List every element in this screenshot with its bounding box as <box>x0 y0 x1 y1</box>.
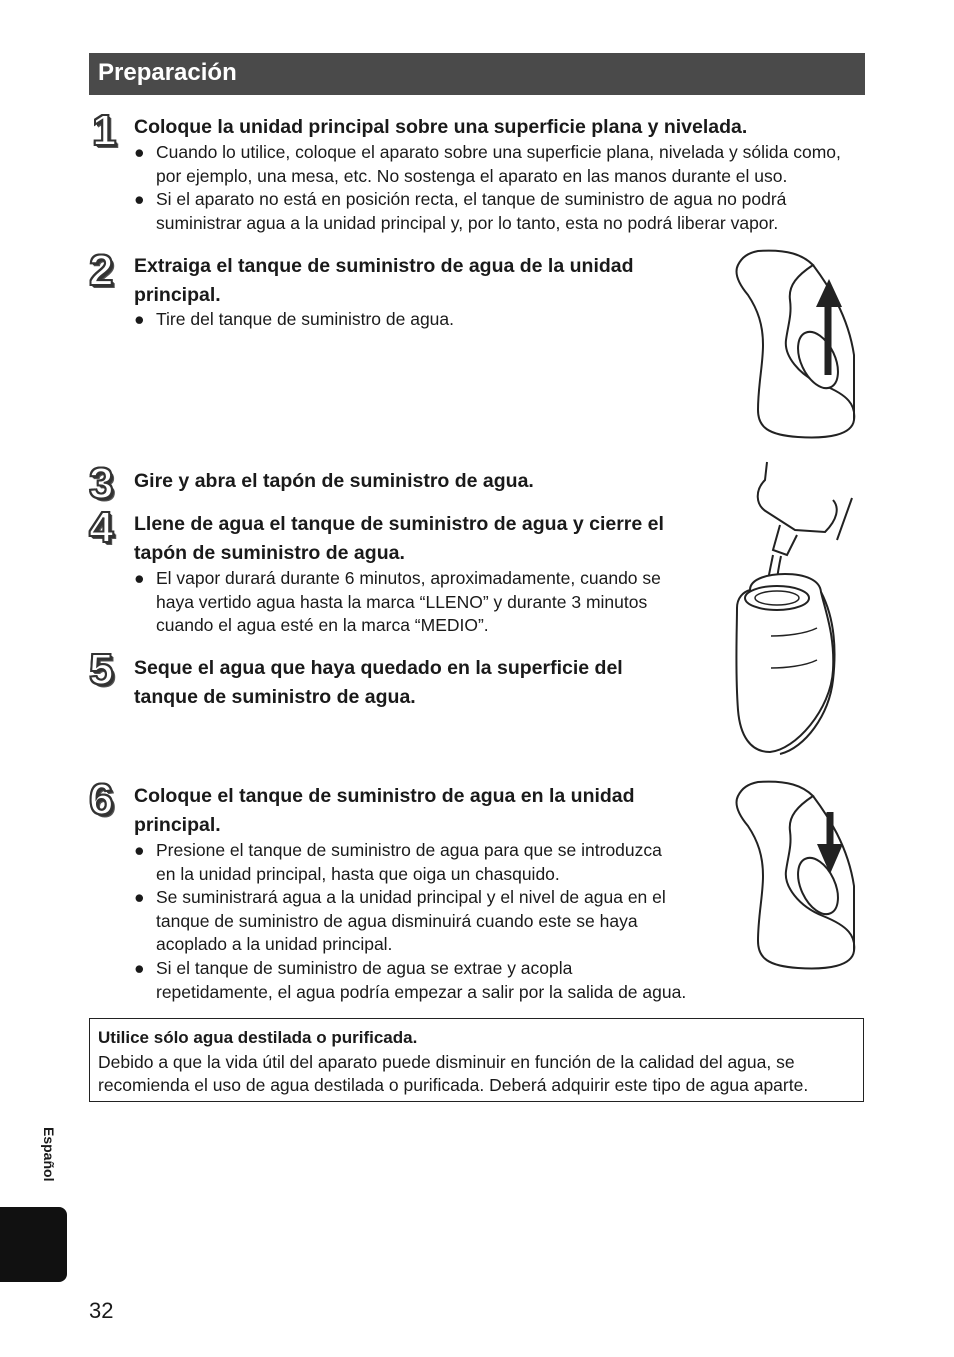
step-5-heading-line-2: tanque de suministro de agua. <box>134 686 416 708</box>
step-number-1: 1 <box>92 106 117 155</box>
step-4-heading <box>134 510 664 568</box>
step-6-bullet-3-line-1: Si el tanque de suministro de agua se extrae y acopla <box>156 958 573 978</box>
remove-tank-illustration <box>728 245 862 445</box>
step-1-bullet-2-line-1: Si el aparato no está en posición recta, el tanque de suministro de agua no podrá <box>156 189 787 209</box>
step-1-heading: Coloque la unidad principal sobre una superficie plana y nivelada. <box>134 116 748 138</box>
step-2-heading-line-1: Extraiga el tanque de suministro de agua de la unidad <box>134 255 634 277</box>
step-1-bullet-1-line-1: Cuando lo utilice, coloque el aparato sobre una superficie plana, nivelada y sólida como, <box>156 142 841 162</box>
language-tab <box>0 1207 67 1282</box>
attach-tank-illustration <box>728 776 862 976</box>
note-body-line-2: recomienda el uso de agua destilada o purificada. Deberá adquirir este tipo de agua aparte. <box>98 1075 809 1095</box>
step-5-heading-line-1: Seque el agua que haya quedado en la superficie del <box>134 657 623 679</box>
step-1-bullet-1-line-2: por ejemplo, una mesa, etc. No sostenga el aparato en las manos durante el uso. <box>156 165 788 186</box>
fill-tank-illustration <box>725 460 865 756</box>
step-6-heading-line-2: principal. <box>134 814 221 836</box>
step-6-bullet-1-line-1: Presione el tanque de suministro de agua para que se introduzca <box>156 840 662 860</box>
bullet-dot: ● <box>134 840 145 860</box>
section-title: Preparación <box>98 59 237 86</box>
step-2-heading-line-2: principal. <box>134 284 221 306</box>
step-4-heading-line-1: Llene de agua el tanque de suministro de agua y cierre el <box>134 513 664 535</box>
step-2-heading <box>134 252 634 310</box>
step-6-heading <box>134 782 635 840</box>
bullet-dot: ● <box>134 189 145 209</box>
step-3-heading: Gire y abra el tapón de suministro de agua. <box>134 470 534 492</box>
step-4-bullet-1-line-1: El vapor durará durante 6 minutos, aproximadamente, cuando se <box>156 568 661 588</box>
step-number-6: 6 <box>89 775 114 824</box>
step-number-4: 4 <box>89 503 114 552</box>
bullet-dot: ● <box>134 887 145 907</box>
step-number-5: 5 <box>89 645 114 694</box>
step-2-bullet-1-line-1: Tire del tanque de suministro de agua. <box>156 309 455 329</box>
bullet-dot: ● <box>134 309 145 329</box>
step-5-heading <box>134 654 623 712</box>
bullet-dot: ● <box>134 568 145 588</box>
step-4-heading-line-2: tapón de suministro de agua. <box>134 542 405 564</box>
step-6-bullet-1-line-2: en la unidad principal, hasta que oiga un chasquido. <box>156 863 560 884</box>
step-6-bullet-3-line-2: repetidamente, el agua podría empezar a salir por la salida de agua. <box>156 981 687 1002</box>
step-6-heading-line-1: Coloque el tanque de suministro de agua en la unidad <box>134 785 635 807</box>
step-6-bullet-2-line-1: Se suministrará agua a la unidad principal y el nivel de agua en el <box>156 887 666 907</box>
step-4-bullet-1-line-2: haya vertido agua hasta la marca “LLENO” y durante 3 minutos <box>156 591 648 612</box>
note-body <box>98 1051 863 1097</box>
bullet-dot: ● <box>134 958 145 978</box>
step-4-bullet-1-line-3: cuando el agua esté en la marca “MEDIO”. <box>156 615 489 635</box>
step-6-bullet-2-line-2: tanque de suministro de agua disminuirá cuando este se haya <box>156 910 638 931</box>
language-tab-label: Español <box>41 1127 57 1182</box>
note-body-line-1: Debido a que la vida útil del aparato puede disminuir en función de la calidad del agua, se <box>98 1052 795 1072</box>
note-title: Utilice sólo agua destilada o purificada. <box>98 1028 418 1047</box>
section-header <box>89 53 865 95</box>
step-6-bullet-2-line-3: acoplado a la unidad principal. <box>156 934 393 954</box>
bullet-dot: ● <box>134 142 145 162</box>
page-number: 32 <box>89 1298 114 1323</box>
step-1-bullet-2-line-2: suministrar agua a la unidad principal y, por lo tanto, esta no podrá liberar vapor. <box>156 212 779 233</box>
step-number-2: 2 <box>89 246 114 295</box>
step-number-3: 3 <box>89 459 114 508</box>
distilled-water-note <box>89 1018 864 1102</box>
